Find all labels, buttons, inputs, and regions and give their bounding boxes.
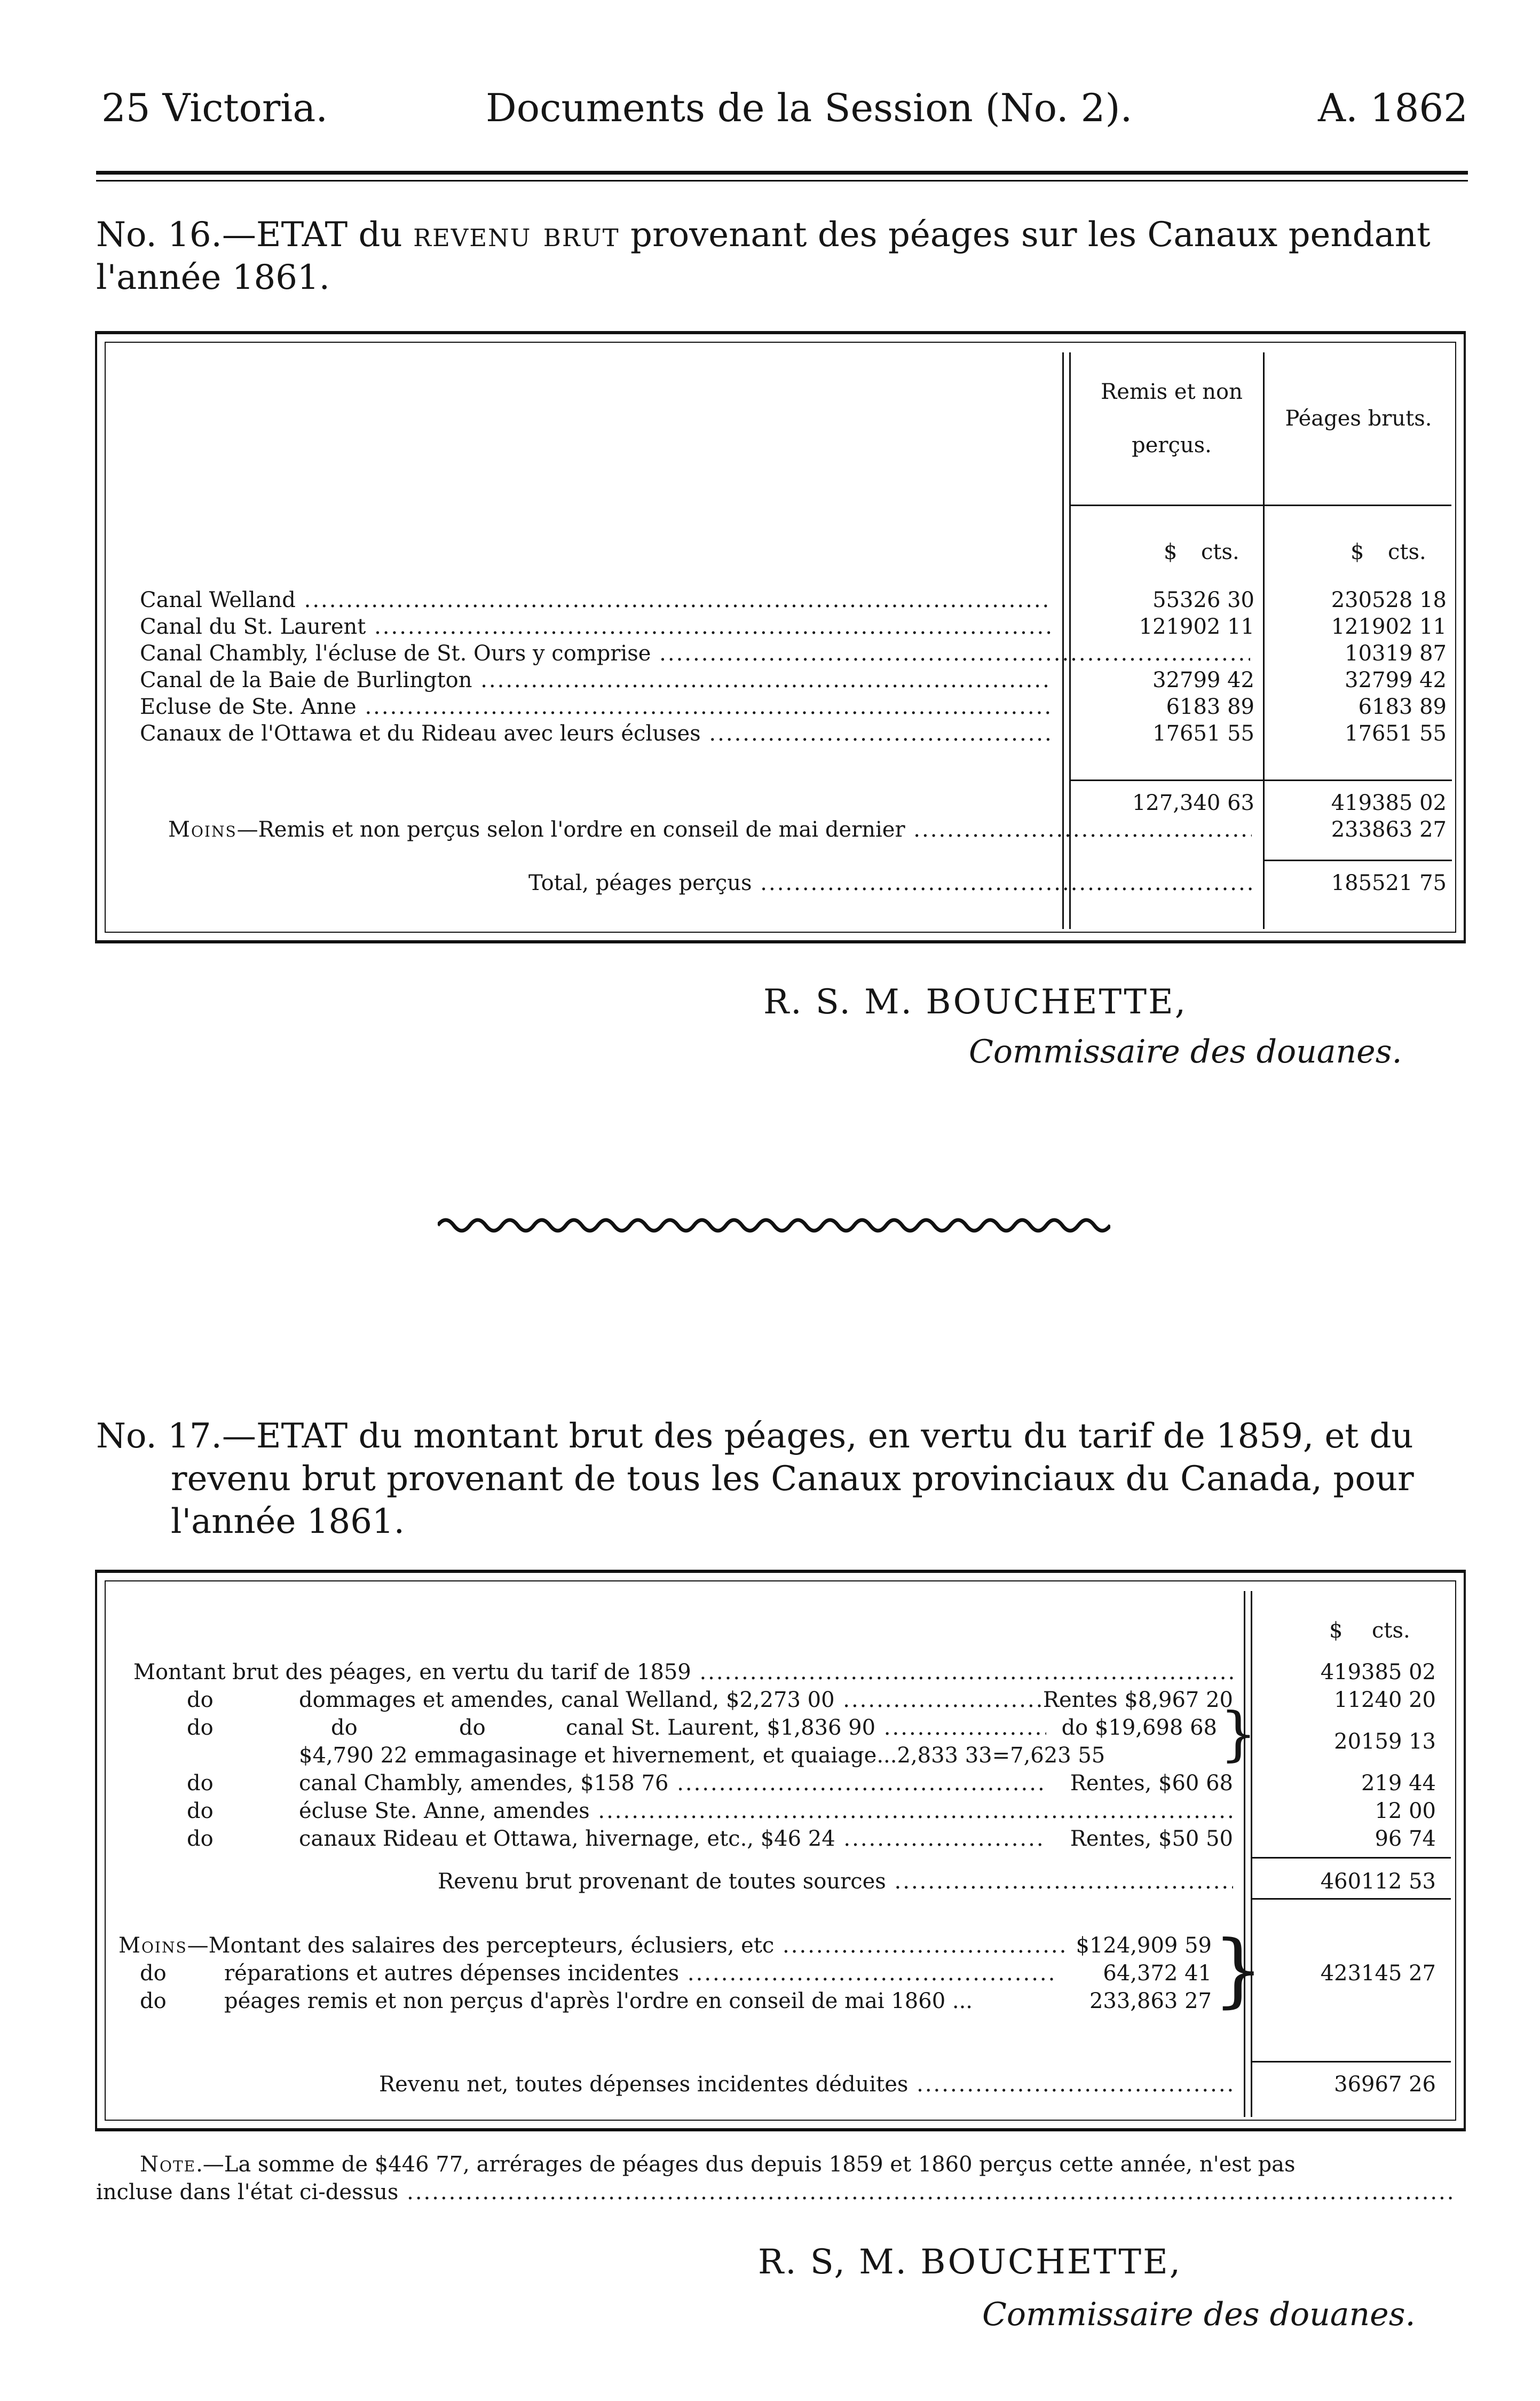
- table17-row2-mid: Rentes $8,967 20: [1043, 1688, 1233, 1712]
- table17-signature: R. S, M. BOUCHETTE,: [758, 2242, 1182, 2282]
- table17-moins3-mid: 233,863 27: [1089, 1989, 1212, 2013]
- table16-signature-title: Commissaire des douanes.: [969, 1033, 1402, 1070]
- table17-unit-cts: cts.: [1372, 1618, 1410, 1643]
- table17-moins2-mid: 64,372 41: [1103, 1961, 1212, 1986]
- table16-row-remis: 32799 42: [1152, 668, 1254, 692]
- table16-row-remis: 121902 11: [1139, 615, 1254, 639]
- wave-divider-ornament: [438, 1215, 1110, 1236]
- table17-row4-do: do: [187, 1771, 214, 1796]
- table17-row2-value: 11240 20: [1334, 1688, 1436, 1712]
- table17-title-line2: revenu brut provenant de tous les Canaux provinciaux du Canada, pour: [171, 1459, 1414, 1499]
- table16-moins-label: —Remis et non perçus selon l'ordre en conseil de mai dernier: [236, 817, 905, 842]
- header-rule: [96, 171, 1468, 175]
- table16-title: [96, 214, 1468, 299]
- table16-row-label: Canal Chambly, l'écluse de St. Ours y comprise .....: [140, 641, 1250, 666]
- table17-row6-value: 96 74: [1375, 1827, 1436, 1851]
- table17-revenu-net-value: 36967 26: [1334, 2072, 1436, 2097]
- table17-row3b-label: $4,790 22 emmagasinage et hivernement, et quaiage...2,833 33=7,623 55: [299, 1743, 1105, 1768]
- table17-moins3-label: péages remis et non perçus d'après l'ordre en conseil de mai 1860 ...: [224, 1989, 973, 2013]
- table16-row-remis: 17651 55: [1152, 721, 1254, 746]
- table17-row3-brace: }: [1220, 1699, 1257, 1768]
- table16-bruts-final-rule: [1263, 860, 1452, 861]
- table17-moins1-mid: $124,909 59: [1076, 1933, 1212, 1958]
- table17-col-divider-b: [1251, 1591, 1252, 2117]
- table17-row5-do: do: [187, 1799, 214, 1823]
- table16-title-number: No. 16.: [96, 215, 222, 255]
- table16-col-remis-header: Remis et non: [1101, 380, 1243, 404]
- table16-row-remis: 55326 30: [1152, 588, 1254, 612]
- table16-title-post: provenant des péages sur les Canaux pendant l'année 1861.: [96, 215, 1431, 297]
- table17-moins2-do: do: [140, 1961, 167, 1986]
- table17-revenu-net-label: Revenu net, toutes dépenses incidentes déduites .....: [379, 2072, 1233, 2097]
- table17-row5-label: écluse Ste. Anne, amendes .....: [299, 1798, 1233, 1824]
- table17-note-line1: [140, 2152, 1458, 2177]
- table17-row6-label: canaux Rideau et Ottawa, hivernage, etc., $46 24 .....: [299, 1826, 1046, 1852]
- table17-row3-mid: do $19,698 68: [1061, 1715, 1217, 1740]
- table17-row2-do: do: [187, 1688, 214, 1712]
- table17-moins1-label: —Montant des salaires des percepteurs, éclusiers, etc: [187, 1933, 775, 1958]
- table16-moins-row: [168, 817, 1252, 843]
- table17-signature-title: Commissaire des douanes.: [982, 2296, 1416, 2333]
- table16-moins-value: 233863 27: [1331, 817, 1447, 842]
- table16-title-smallcaps: revenu brut: [413, 215, 620, 255]
- table17-revenu-brut-label: Revenu brut provenant de toutes sources .....: [438, 1869, 1233, 1894]
- table17-row3-do3: do: [459, 1715, 486, 1740]
- table17-row4-value: 219 44: [1361, 1771, 1436, 1796]
- table17-row6-do: do: [187, 1827, 214, 1851]
- table16-unit-cts-bruts: cts.: [1388, 540, 1426, 564]
- table17-row1-value: 419385 02: [1320, 1660, 1436, 1684]
- table16-row-remis: 6183 89: [1166, 695, 1254, 719]
- table16-unit-dollar-bruts: $: [1351, 540, 1364, 564]
- table17-row3-label: canal St. Laurent, $1,836 90 .....: [566, 1715, 1046, 1741]
- table17-brut-rule-bottom: [1251, 1898, 1451, 1900]
- table17-note-text: .—La somme de $446 77, arrérages de péages dus depuis 1859 et 1860 perçus cette année, n'est pas: [196, 2152, 1296, 2177]
- table16-row-label: Canaux de l'Ottawa et du Rideau avec leurs écluses .....: [140, 721, 1053, 746]
- table16-total-remis: 127,340 63: [1132, 791, 1254, 815]
- table16-row-bruts: 6183 89: [1358, 695, 1447, 719]
- table17-row3-do2: do: [331, 1715, 358, 1740]
- header-right: A. 1862: [1317, 85, 1468, 130]
- table17-title: [96, 1415, 1468, 1543]
- header-left: 25 Victoria.: [101, 85, 328, 130]
- table16-row-bruts: 121902 11: [1331, 615, 1447, 639]
- table17-brut-rule: [1251, 1857, 1451, 1859]
- table17-row4-mid: Rentes, $60 68: [1070, 1771, 1233, 1796]
- table17-revenu-brut-value: 460112 53: [1320, 1869, 1436, 1894]
- table17-moins2-label: réparations et autres dépenses incidentes .....: [224, 1961, 1057, 1986]
- table17-row1-label: Montant brut des péages, en vertu du tarif de 1859 .....: [133, 1659, 1233, 1685]
- table16-total-value: 185521 75: [1331, 871, 1447, 895]
- page-header: [96, 85, 1468, 144]
- table16-total-label: Total, péages perçus .....: [528, 870, 1252, 896]
- table16-total-bruts: 419385 02: [1331, 791, 1447, 815]
- table17-unit-dollar: $: [1329, 1618, 1343, 1643]
- table16-row-label: Canal Welland .....: [140, 587, 1053, 613]
- table17-moins-smallcaps: Moins: [119, 1933, 187, 1958]
- table16-row-bruts: 230528 18: [1331, 588, 1447, 612]
- table16-signature: R. S. M. BOUCHETTE,: [763, 982, 1188, 1022]
- table16-moins-smallcaps: Moins: [168, 817, 237, 842]
- table16-row-bruts: 10319 87: [1345, 641, 1447, 666]
- table17-col-divider: [1244, 1591, 1245, 2117]
- table16-header-rule: [1069, 505, 1451, 506]
- table16-remis-total-rule: [1069, 780, 1263, 781]
- header-center: Documents de la Session (No. 2).: [486, 85, 1133, 130]
- table17-row6-mid: Rentes, $50 50: [1070, 1827, 1233, 1851]
- table16-row-bruts: 17651 55: [1345, 721, 1447, 746]
- table16-col-remis-header-2: perçus.: [1132, 433, 1212, 458]
- table16-bruts-total-rule: [1263, 780, 1452, 781]
- table16-col-divider-2: [1263, 352, 1265, 929]
- table17-note-smallcaps: Note: [140, 2152, 196, 2177]
- table16-unit-cts-remis: cts.: [1201, 540, 1239, 564]
- table16-row-label: Canal de la Baie de Burlington .....: [140, 667, 1053, 693]
- table17-moins3-do: do: [140, 1989, 167, 2013]
- table16-unit-dollar-remis: $: [1164, 540, 1178, 564]
- table17-moins1-row: [119, 1933, 1069, 1958]
- table17-row2-label: dommages et amendes, canal Welland, $2,273 00 .....: [299, 1687, 1041, 1713]
- table17-title-line3: l'année 1861.: [171, 1502, 405, 1541]
- table17-moins-value: 423145 27: [1320, 1961, 1436, 1986]
- table17-moins-brace: }: [1213, 1924, 1264, 2017]
- table17-row5-value: 12 00: [1375, 1799, 1436, 1823]
- table16-col-bruts-header: Péages bruts.: [1285, 406, 1432, 431]
- table16-row-label: Canal du St. Laurent .....: [140, 614, 1053, 640]
- table16-row-label: Ecluse de Ste. Anne .....: [140, 694, 1053, 720]
- table16-title-pre: —ETAT du: [222, 215, 414, 255]
- table16-row-bruts: 32799 42: [1345, 668, 1447, 692]
- table17-net-rule: [1251, 2061, 1451, 2063]
- table17-row3-value: 20159 13: [1334, 1729, 1436, 1754]
- table17-row3-do: do: [187, 1715, 214, 1740]
- table17-note-line2: incluse dans l'état ci-dessus .....: [96, 2179, 1457, 2205]
- table17-row4-label: canal Chambly, amendes, $158 76 .....: [299, 1770, 1046, 1796]
- table17-title-line1: No. 17.—ETAT du montant brut des péages, en vertu du tarif de 1859, et du: [96, 1416, 1413, 1456]
